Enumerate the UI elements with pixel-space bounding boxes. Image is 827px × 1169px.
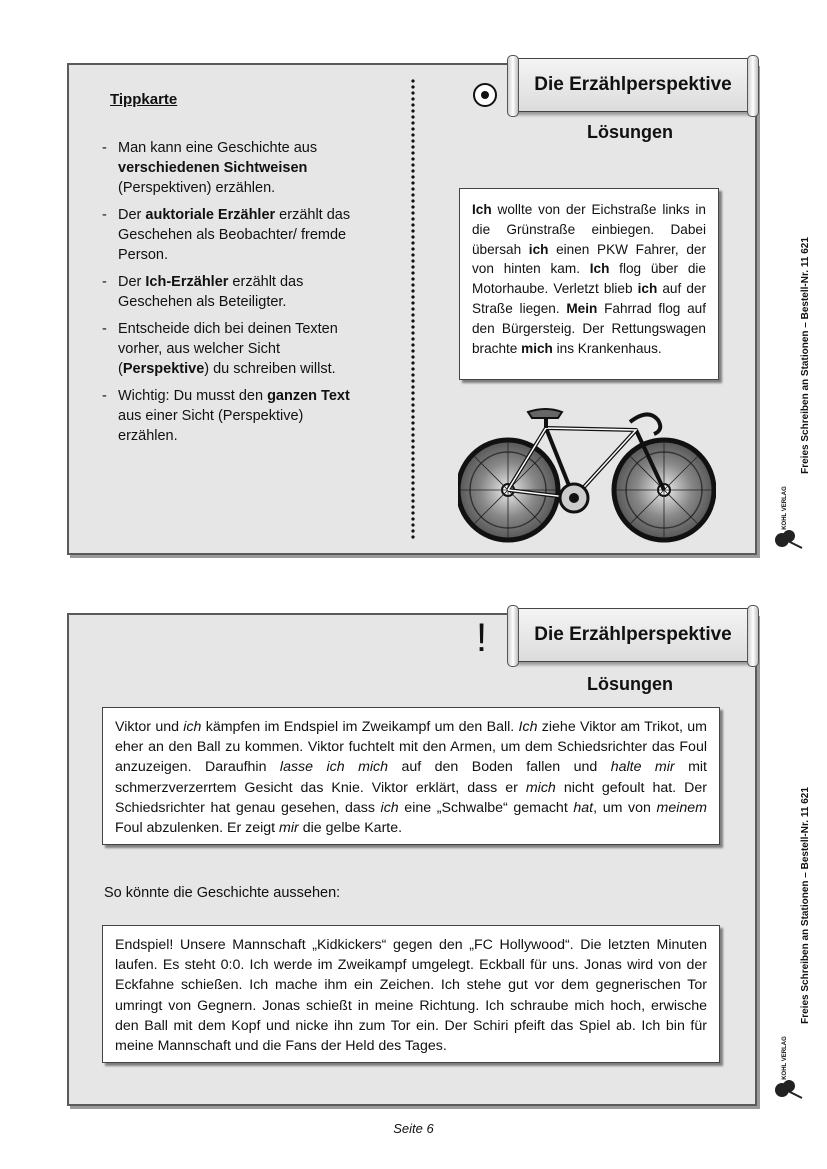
bullet-dash: - xyxy=(102,140,107,156)
text-run: mich xyxy=(521,340,553,356)
target-icon xyxy=(473,83,497,107)
text-run: ich xyxy=(528,241,549,257)
text-run: lasse ich mich xyxy=(279,759,389,776)
text-run: Wichtig: Du musst den xyxy=(118,388,268,404)
side-label: Freies Schreiben an Stationen – Bestell-Nr. 11 621 xyxy=(799,786,811,1024)
text-run: Ich xyxy=(518,719,538,735)
text-run: ganzen Text xyxy=(267,388,350,404)
bullet-dash: - xyxy=(102,388,107,404)
text-run: halte mir xyxy=(610,759,675,776)
text-run: Ich-Erzähler xyxy=(145,274,229,290)
text-run: verschiedenen Sichtweisen xyxy=(118,160,308,176)
exclamation-icon: ! xyxy=(476,616,488,660)
text-run: aus einer Sicht (Perspektive) erzählen. xyxy=(118,408,304,444)
dotted-divider xyxy=(411,78,415,540)
text-run: , um von xyxy=(593,799,657,816)
bullet-dash: - xyxy=(102,207,107,223)
tipp-item xyxy=(100,272,360,312)
text-run: Der xyxy=(118,207,146,223)
card-banner xyxy=(513,608,753,662)
text-run: ich xyxy=(380,799,399,816)
publisher-logo: KOHL VERLAG xyxy=(772,1030,812,1100)
text-run: einen PKW Fahrer, der von hinten kam. xyxy=(472,241,707,277)
text-run: mich xyxy=(525,779,556,796)
text-run: ) du schreiben willst. xyxy=(204,361,336,377)
tipp-list xyxy=(100,138,360,453)
tipp-item xyxy=(100,319,360,379)
text-run: meinem xyxy=(656,799,707,816)
text-run: ich xyxy=(637,281,658,297)
page-number: Seite 6 xyxy=(393,1121,434,1136)
banner-title: Die Erzählperspektive xyxy=(534,624,732,645)
text-run: auf den Boden fallen und xyxy=(388,759,611,776)
solutions-heading: Lösungen xyxy=(587,122,673,142)
text-run: (Perspektiven) erzählen. xyxy=(118,180,276,196)
text-run: ich xyxy=(183,719,202,735)
text-run: kämpfen im Endspiel im Zweikampf um den Ball. xyxy=(201,719,519,735)
banner-title: Die Erzählperspektive xyxy=(534,74,732,95)
text-run: mir xyxy=(279,820,299,837)
text-run: Perspektive xyxy=(122,361,205,377)
bullet-dash: - xyxy=(102,274,107,290)
text-run: nicht gefoult hat. Der Schiedsrichter hat genau gesehen, dass xyxy=(115,779,707,816)
text-run: die gelbe Karte. xyxy=(298,820,403,837)
tipp-item xyxy=(100,386,360,446)
text-run: Foul abzulenken. Er zeigt xyxy=(115,820,280,837)
tipp-item xyxy=(100,138,360,198)
card-banner xyxy=(513,58,753,112)
text-run: mit schmerzverzerrtem Gesicht das Knie. Viktor erklärt, dass er xyxy=(115,759,707,796)
text-run: flog über die Motorhaube. Verletzt blieb xyxy=(472,261,706,297)
text-run: auktoriale Erzähler xyxy=(145,207,276,223)
publisher-logo: KOHL VERLAG xyxy=(772,480,812,550)
text-run: Man kann eine Geschichte aus xyxy=(118,140,318,156)
text-run: wollte von der Eichstraße links in die Grünstraße einbiegen. Dabei übersah xyxy=(472,202,706,257)
side-label: Freies Schreiben an Stationen – Bestell-Nr. 11 621 xyxy=(799,236,811,474)
text-run: ziehe Viktor am Trikot, um eher an den Ball zu kommen. Viktor fuchtelt mit den Armen, um dem Schiedsrichter das Foul anzuzeigen. Daraufhin xyxy=(115,719,707,776)
bullet-dash: - xyxy=(102,321,107,337)
text-run: Ich xyxy=(589,261,610,277)
tipp-title: Tippkarte xyxy=(110,91,178,108)
text-run: erzählt das Geschehen als Beteiligter. xyxy=(118,274,304,310)
text-run: Ich xyxy=(472,202,492,217)
story-text-box: Endspiel! Unsere Mannschaft „Kidkickers“ gegen den „FC Hollywood“. Die letzten Minuten laufen. Es steht 0:0. Ich werde im Zweikampf umgelegt. Eckball für uns. Jonas wird von der Eckfahne schießen. Ich mache ihm ein Zeichen. Ich stehe gut vor dem gegnerischen Tor umringt von Gegnern. Jonas schießt in meine Richtung. Ich schraube mich hoch, erwische den Ball mit dem Kopf und nicke ihn zum Tor ein. Der Schiri pfeift das Spiel ab. Ich bin für meine Mannschaft und die Fans der Held des Tages. xyxy=(102,925,720,1063)
solution-text-box xyxy=(459,188,719,380)
solution-text-box xyxy=(102,707,720,845)
story-intro: So könnte die Geschichte aussehen: xyxy=(104,885,341,901)
text-run: Viktor und xyxy=(115,719,184,735)
text-run: ins Krankenhaus. xyxy=(552,340,662,356)
text-run: Entscheide dich bei deinen Texten vorher, aus welcher Sicht ( xyxy=(118,321,338,377)
text-run: erzählt das Geschehen als Beobachter/ fremde Person. xyxy=(118,207,351,263)
text-run: hat xyxy=(573,799,594,816)
text-run: Fahrrad flog auf den Bürgersteig. Der Rettungswagen brachte xyxy=(472,300,706,356)
text-run: auf der Straße liegen. xyxy=(472,281,706,316)
tipp-item xyxy=(100,205,360,265)
text-run: Mein xyxy=(566,300,598,316)
bicycle-illustration xyxy=(458,400,716,550)
text-run: eine „Schwalbe“ gemacht xyxy=(398,799,574,816)
text-run: Der xyxy=(118,274,146,290)
solutions-heading: Lösungen xyxy=(587,674,673,694)
